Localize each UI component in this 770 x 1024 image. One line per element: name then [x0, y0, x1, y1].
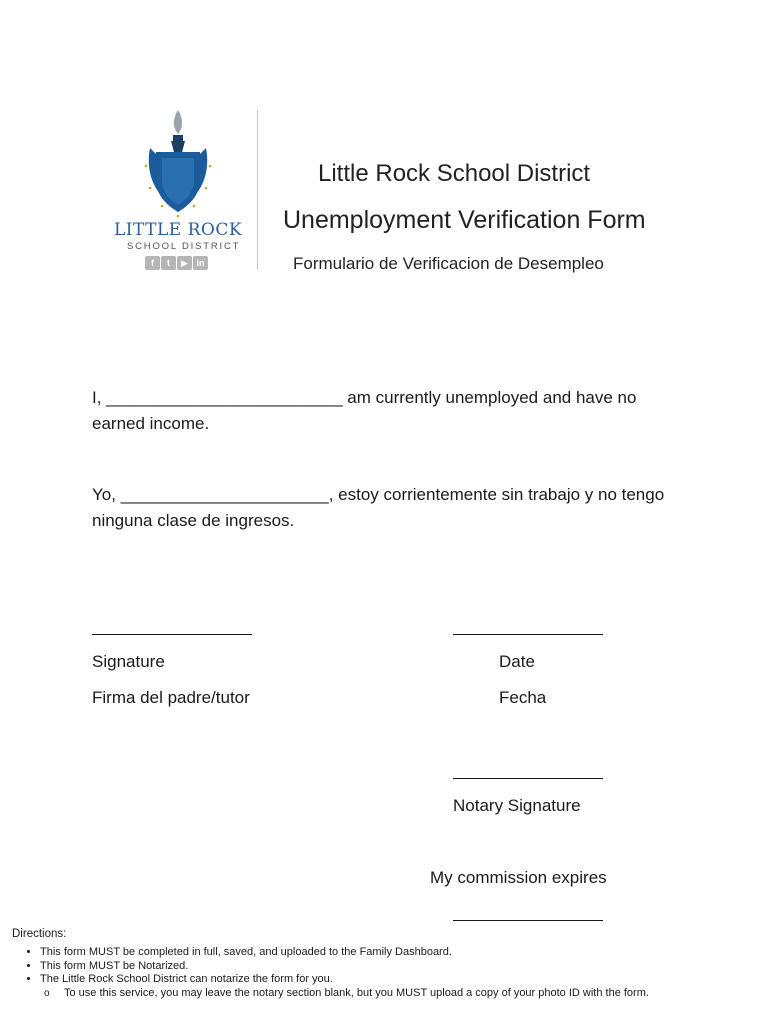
name-blank-english[interactable]: _________________________ [106, 388, 343, 407]
direction-subitem [64, 987, 770, 1001]
direction-item: • This form MUST be completed in full, saved, and uploaded to the Family Dashboard. [40, 946, 770, 960]
linkedin-icon: in [193, 256, 208, 270]
twitter-icon: t [161, 256, 176, 270]
statement-spanish [92, 482, 692, 534]
district-title: Little Rock School District [318, 160, 591, 187]
direction-item [40, 973, 770, 1000]
directions-list [22, 946, 770, 1000]
commission-expires-line[interactable] [453, 920, 603, 921]
form-title-spanish: Formulario de Verificacion de Desempleo [293, 254, 604, 273]
district-logo [100, 108, 250, 278]
social-icons [145, 256, 208, 270]
statement-en-prefix: I, [92, 388, 107, 407]
torch-shield-icon [140, 108, 216, 218]
name-blank-spanish[interactable]: ______________________ [120, 485, 329, 504]
date-line[interactable] [453, 634, 603, 635]
statement-es-suffix: , estoy corrientemente sin trabajo y no tengo ninguna clase de ingresos. [92, 485, 665, 530]
date-label: Date [499, 652, 535, 671]
header-divider [257, 110, 258, 270]
facebook-icon: f [145, 256, 160, 270]
signature-label: Signature [92, 652, 165, 671]
notary-signature-line[interactable] [453, 778, 603, 779]
date-label-spanish: Fecha [499, 688, 547, 707]
directions-sublist [40, 987, 770, 1001]
statement-en-suffix: am currently unemployed and have no earned income. [92, 388, 637, 433]
statement-english [92, 385, 692, 437]
commission-expires-label: My commission expires [430, 868, 607, 887]
directions-title: Directions: [12, 928, 67, 940]
signature-label-spanish: Firma del padre/tutor [92, 688, 250, 707]
signature-line[interactable] [92, 634, 252, 635]
youtube-icon: ▶ [177, 256, 192, 270]
logo-subtitle: SCHOOL DISTRICT [127, 241, 241, 252]
direction-item-text: The Little Rock School District can notarize the form for you. [40, 973, 333, 985]
statement-es-prefix: Yo, [92, 485, 121, 504]
direction-subitem-text: To use this service, you may leave the notary section blank, but you MUST upload a copy of your photo ID with the form. [64, 986, 649, 999]
direction-item: • This form MUST be Notarized. [40, 960, 770, 974]
form-title: Unemployment Verification Form [283, 206, 646, 234]
notary-signature-label: Notary Signature [453, 796, 581, 815]
logo-name: LITTLE ROCK [114, 220, 243, 240]
